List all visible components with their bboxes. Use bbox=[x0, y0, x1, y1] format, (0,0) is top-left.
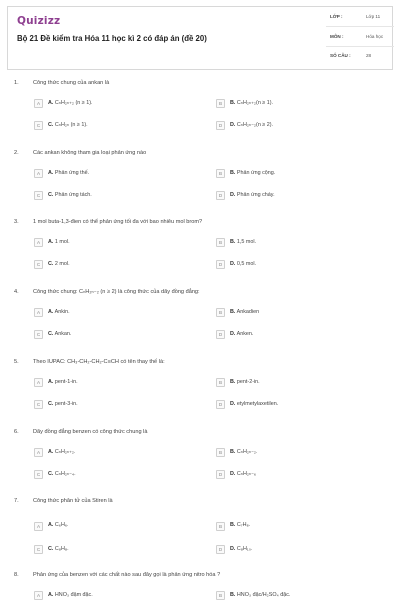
option-letter-box[interactable]: B bbox=[216, 522, 225, 531]
option-label: A. bbox=[48, 170, 54, 176]
option-text bbox=[48, 309, 70, 315]
meta-value: 28 bbox=[366, 53, 372, 58]
option-text bbox=[230, 192, 275, 198]
option-letter-box[interactable]: A bbox=[34, 522, 43, 531]
option-label: D. bbox=[230, 401, 236, 407]
option-label: D. bbox=[230, 546, 236, 552]
option-letter-box[interactable]: B bbox=[216, 169, 225, 178]
option-letter-box[interactable]: D bbox=[216, 260, 225, 269]
option-label: A. bbox=[48, 379, 54, 385]
option-letter-box[interactable]: D bbox=[216, 330, 225, 339]
option-label: C. bbox=[48, 192, 54, 198]
option-content: CₙH₂ₙ₋₂(n ≥ 2). bbox=[236, 122, 274, 128]
option-content: CₙH₂ₙ₊₂ (n ≥ 1). bbox=[54, 100, 93, 106]
option-text bbox=[48, 379, 78, 385]
option-label: D. bbox=[230, 261, 236, 267]
question-number: 7. bbox=[14, 498, 19, 504]
question-number: 4. bbox=[14, 289, 19, 295]
option-text bbox=[48, 122, 88, 128]
option-content: CₙH₂ₙ (n ≥ 1). bbox=[54, 122, 88, 128]
option-content: Anken. bbox=[236, 331, 254, 337]
option-label: D. bbox=[230, 471, 236, 477]
meta-value: Lớp 11 bbox=[366, 14, 381, 19]
option-letter-box[interactable]: C bbox=[34, 470, 43, 479]
meta-row-count bbox=[326, 48, 394, 66]
option-text bbox=[230, 309, 259, 315]
question-text: Dãy đồng đẳng benzen có công thức chung là bbox=[33, 429, 148, 435]
option-label: D. bbox=[230, 122, 236, 128]
option-label: B. bbox=[230, 170, 236, 176]
option-text bbox=[230, 522, 250, 528]
option-content: C₆H₆. bbox=[54, 522, 69, 528]
option-content: Phản ứng tách. bbox=[54, 192, 92, 198]
option-content: Ankin. bbox=[54, 309, 70, 315]
option-letter-box[interactable]: C bbox=[34, 400, 43, 409]
option-letter-box[interactable]: A bbox=[34, 591, 43, 600]
option-text bbox=[230, 401, 278, 407]
option-text bbox=[230, 379, 260, 385]
option-letter-box[interactable]: D bbox=[216, 400, 225, 409]
question-text: Các ankan không tham gia loại phản ứng nào bbox=[33, 150, 147, 156]
option-text bbox=[230, 122, 273, 128]
question-text: 1 mol buta-1,3-đien có thể phản ứng tối đa với bao nhiêu mol brom? bbox=[33, 219, 203, 225]
option-label: B. bbox=[230, 379, 236, 385]
option-text bbox=[48, 471, 76, 477]
option-text bbox=[230, 170, 275, 176]
option-text bbox=[48, 546, 69, 552]
option-content: Ankadien bbox=[236, 309, 260, 315]
option-letter-box[interactable]: A bbox=[34, 169, 43, 178]
meta-key: MÔN : bbox=[330, 34, 344, 39]
option-label: C. bbox=[48, 401, 54, 407]
option-text bbox=[48, 170, 89, 176]
option-content: 1,5 mol. bbox=[236, 239, 257, 245]
worksheet-meta bbox=[326, 7, 394, 69]
option-text bbox=[48, 522, 69, 528]
meta-key: SỐ CÂU : bbox=[330, 53, 351, 58]
option-letter-box[interactable]: D bbox=[216, 121, 225, 130]
question-number: 1. bbox=[14, 80, 19, 86]
option-letter-box[interactable]: A bbox=[34, 448, 43, 457]
option-label: D. bbox=[230, 331, 236, 337]
meta-value: Hóa học bbox=[366, 34, 384, 39]
option-content: CₙH₂ₙ₊₂(n ≥ 1). bbox=[236, 100, 274, 106]
meta-row-class bbox=[326, 9, 394, 27]
question-number: 5. bbox=[14, 359, 19, 365]
option-content: CₙH₂ₙ₋₄. bbox=[54, 471, 76, 477]
option-text bbox=[48, 401, 78, 407]
question-text: Công thức phân tử của Stiren là bbox=[33, 498, 113, 504]
option-content: Phản ứng cháy. bbox=[236, 192, 275, 198]
option-label: B. bbox=[230, 592, 236, 598]
question-number: 3. bbox=[14, 219, 19, 225]
option-letter-box[interactable]: C bbox=[34, 545, 43, 554]
option-letter-box[interactable]: C bbox=[34, 330, 43, 339]
option-letter-box[interactable]: B bbox=[216, 448, 225, 457]
option-text bbox=[230, 546, 252, 552]
option-label: C. bbox=[48, 546, 54, 552]
option-label: A. bbox=[48, 449, 54, 455]
option-letter-box[interactable]: C bbox=[34, 260, 43, 269]
option-text bbox=[48, 449, 76, 455]
option-label: C. bbox=[48, 122, 54, 128]
option-content: etylmetylaxetilen. bbox=[236, 401, 279, 407]
option-label: A. bbox=[48, 309, 54, 315]
option-text bbox=[230, 331, 253, 337]
question-number: 8. bbox=[14, 572, 19, 578]
option-content: CₙH₂ₙ₊₂. bbox=[54, 449, 76, 455]
option-content: C₈H₈. bbox=[54, 546, 69, 552]
option-label: D. bbox=[230, 192, 236, 198]
option-label: A. bbox=[48, 592, 54, 598]
option-label: C. bbox=[48, 261, 54, 267]
question-text: Theo IUPAC: CH₃-CH₂-CH₂-C≡CH có tên thay thế là: bbox=[33, 359, 165, 365]
meta-key: LỚP : bbox=[330, 14, 343, 19]
option-text bbox=[230, 449, 258, 455]
option-content: Phản ứng cộng. bbox=[236, 170, 276, 176]
option-text bbox=[48, 331, 71, 337]
option-content: CₙH₂ₙ₋₆ bbox=[236, 471, 257, 477]
option-content: 1 mol. bbox=[54, 239, 70, 245]
option-text bbox=[48, 100, 93, 106]
option-content: 0,5 mol. bbox=[236, 261, 257, 267]
option-text bbox=[230, 100, 273, 106]
option-label: C. bbox=[48, 331, 54, 337]
option-label: A. bbox=[48, 239, 54, 245]
option-text bbox=[48, 192, 92, 198]
option-text bbox=[48, 261, 70, 267]
option-label: A. bbox=[48, 522, 54, 528]
option-content: C₇H₈. bbox=[236, 522, 251, 528]
option-letter-box[interactable]: D bbox=[216, 545, 225, 554]
option-content: pent-3-in. bbox=[54, 401, 78, 407]
option-label: B. bbox=[230, 449, 236, 455]
option-letter-box[interactable]: A bbox=[34, 378, 43, 387]
question-text: Phản ứng của benzen với các chất nào sau đây gọi là phản ứng nitro hóa ? bbox=[33, 572, 221, 578]
option-content: CₙH₂ₙ₋₂. bbox=[236, 449, 258, 455]
option-content: Ankan. bbox=[54, 331, 72, 337]
option-content: pent-1-in. bbox=[54, 379, 78, 385]
option-content: pent-2-in. bbox=[236, 379, 260, 385]
option-letter-box[interactable]: B bbox=[216, 378, 225, 387]
option-label: B. bbox=[230, 522, 236, 528]
option-letter-box[interactable]: B bbox=[216, 591, 225, 600]
option-letter-box[interactable]: C bbox=[34, 191, 43, 200]
question-text: Công thức chung của ankan là bbox=[33, 80, 110, 86]
option-letter-box[interactable]: D bbox=[216, 470, 225, 479]
question-number: 2. bbox=[14, 150, 19, 156]
option-letter-box[interactable]: B bbox=[216, 238, 225, 247]
option-letter-box[interactable]: A bbox=[34, 308, 43, 317]
worksheet-title: Bộ 21 Đề kiểm tra Hóa 11 học kì 2 có đáp án (đề 20) bbox=[17, 34, 207, 43]
option-letter-box[interactable]: D bbox=[216, 191, 225, 200]
option-text bbox=[48, 592, 93, 598]
option-letter-box[interactable]: A bbox=[34, 99, 43, 108]
option-label: B. bbox=[230, 100, 236, 106]
question-number: 6. bbox=[14, 429, 19, 435]
option-text bbox=[230, 471, 256, 477]
option-letter-box[interactable]: B bbox=[216, 308, 225, 317]
question-text: Công thức chung: CₙH₂ₙ₋₂ (n ≥ 2) là công thức của dãy đồng đẳng: bbox=[33, 289, 200, 295]
option-text bbox=[230, 239, 256, 245]
option-label: C. bbox=[48, 471, 54, 477]
option-label: A. bbox=[48, 100, 54, 106]
option-content: Phản ứng thế. bbox=[54, 170, 90, 176]
option-content: C₈H₁₀. bbox=[236, 546, 253, 552]
option-letter-box[interactable]: C bbox=[34, 121, 43, 130]
option-text bbox=[48, 239, 70, 245]
option-text bbox=[230, 592, 290, 598]
meta-row-subject bbox=[326, 29, 394, 47]
option-content: HNO₃ đậm đặc. bbox=[54, 592, 93, 598]
option-text bbox=[230, 261, 256, 267]
option-letter-box[interactable]: A bbox=[34, 238, 43, 247]
option-content: HNO₃ đặc/H₂SO₄ đặc. bbox=[236, 592, 291, 598]
option-content: 2 mol. bbox=[54, 261, 70, 267]
option-letter-box[interactable]: B bbox=[216, 99, 225, 108]
worksheet-header bbox=[7, 6, 393, 70]
option-label: B. bbox=[230, 239, 236, 245]
quizizz-logo: Quizizz bbox=[17, 15, 61, 27]
option-label: B. bbox=[230, 309, 236, 315]
